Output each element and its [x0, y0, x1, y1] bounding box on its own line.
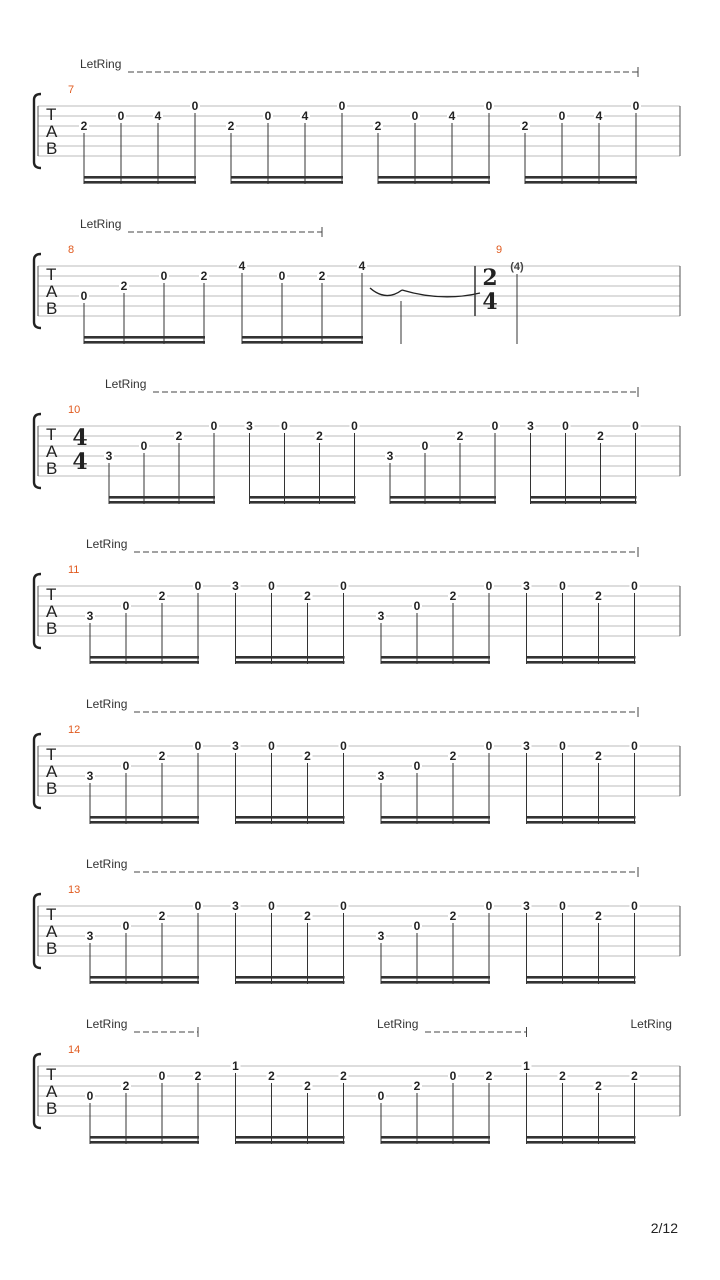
fret-number: 3 — [377, 769, 385, 783]
beam — [90, 1136, 199, 1139]
beam — [527, 1136, 636, 1139]
let-ring-label: LetRing — [86, 857, 128, 871]
fret-number: 3 — [386, 449, 394, 463]
fret-number: 3 — [246, 419, 253, 433]
fret-number: 0 — [421, 439, 429, 453]
fret-number: 2 — [158, 909, 166, 923]
fret-number: 4 — [154, 109, 162, 123]
fret-number: 0 — [210, 419, 218, 433]
time-signature-bottom: 4 — [72, 449, 88, 475]
beam — [90, 821, 199, 824]
tab-clef-letter: B — [46, 139, 58, 158]
tab-clef-letter: B — [46, 939, 58, 958]
beam — [90, 661, 199, 664]
measure-number: 8 — [68, 244, 75, 256]
fret-number: 2 — [175, 429, 183, 443]
fret-number: 0 — [117, 109, 125, 123]
fret-number: 2 — [80, 119, 88, 133]
fret-number: 0 — [631, 899, 638, 913]
tied-fret-number: (4) — [510, 261, 524, 273]
tab-clef-letter: A — [46, 762, 58, 781]
fret-number: 0 — [122, 919, 130, 933]
beam — [381, 981, 490, 984]
beam — [231, 181, 343, 184]
beam — [527, 661, 636, 664]
tab-clef-letter: T — [46, 425, 57, 444]
fret-number: 2 — [158, 749, 166, 763]
beam — [525, 181, 637, 184]
fret-number: 0 — [413, 919, 421, 933]
measure-number: 11 — [68, 564, 80, 576]
fret-number: 2 — [595, 589, 602, 603]
fret-number: 2 — [316, 429, 323, 443]
beam — [242, 341, 363, 344]
fret-number: 0 — [485, 99, 493, 113]
fret-number: 2 — [304, 749, 311, 763]
beam — [381, 816, 490, 819]
beam — [527, 1141, 636, 1144]
fret-number: 3 — [527, 419, 534, 433]
fret-number: 2 — [595, 749, 602, 763]
fret-number: 2 — [194, 1069, 202, 1083]
measure-number: 12 — [68, 724, 81, 736]
fret-number: 0 — [559, 899, 566, 913]
fret-number: 4 — [238, 259, 246, 273]
fret-number: 3 — [86, 769, 94, 783]
tab-clef-letter: T — [46, 745, 57, 764]
beam — [381, 661, 490, 664]
fret-number: 0 — [558, 109, 566, 123]
tab-system — [34, 57, 680, 184]
tab-clef-letter: A — [46, 442, 58, 461]
tab-clef-letter: T — [46, 1065, 57, 1084]
beam — [381, 1136, 490, 1139]
fret-number: 4 — [301, 109, 309, 123]
beam — [525, 176, 637, 179]
measure-number: 13 — [68, 884, 81, 896]
fret-number: 0 — [194, 579, 202, 593]
fret-number: 3 — [105, 449, 113, 463]
page-number: 2/12 — [650, 1220, 678, 1236]
tab-clef-letter: B — [46, 459, 58, 478]
beam — [236, 1136, 345, 1139]
fret-number: 0 — [485, 739, 493, 753]
tab-system — [34, 217, 680, 344]
fret-number: 0 — [411, 109, 419, 123]
beam — [236, 656, 345, 659]
fret-number: 2 — [268, 1069, 275, 1083]
fret-number: 2 — [456, 429, 464, 443]
fret-number: 0 — [377, 1089, 385, 1103]
fret-number: 3 — [523, 899, 530, 913]
fret-number: 3 — [86, 609, 94, 623]
fret-number: 3 — [232, 899, 239, 913]
fret-number: 2 — [521, 119, 529, 133]
fret-number: 0 — [160, 269, 168, 283]
measure-number: 9 — [496, 244, 503, 256]
beam — [90, 816, 199, 819]
fret-number: 3 — [86, 929, 94, 943]
let-ring-label: LetRing — [377, 1017, 419, 1031]
fret-number: 0 — [340, 579, 347, 593]
beam — [90, 976, 199, 979]
tab-clef-letter: A — [46, 1082, 58, 1101]
tab-clef-letter: T — [46, 905, 57, 924]
tab-clef-letter: T — [46, 265, 57, 284]
beam — [236, 981, 345, 984]
beam — [378, 176, 490, 179]
beam — [531, 501, 637, 504]
tab-system — [34, 537, 680, 664]
fret-number: 0 — [559, 579, 566, 593]
tab-clef-letter: T — [46, 105, 57, 124]
measure-number: 14 — [68, 1044, 81, 1056]
tab-clef-letter: B — [46, 1099, 58, 1118]
fret-number: 2 — [631, 1069, 638, 1083]
time-signature-top: 2 — [482, 265, 498, 291]
fret-number: 2 — [318, 269, 326, 283]
tab-system — [34, 697, 680, 824]
tab-clef-letter: A — [46, 282, 58, 301]
fret-number: 0 — [632, 99, 640, 113]
fret-number: 4 — [358, 259, 366, 273]
fret-number: 0 — [158, 1069, 166, 1083]
fret-number: 2 — [304, 589, 311, 603]
fret-number: 0 — [268, 579, 275, 593]
time-signature-bottom: 4 — [482, 289, 498, 315]
fret-number: 0 — [338, 99, 346, 113]
fret-number: 0 — [340, 899, 347, 913]
fret-number: 0 — [194, 739, 202, 753]
fret-number: 0 — [264, 109, 272, 123]
fret-number: 0 — [562, 419, 569, 433]
fret-number: 0 — [80, 289, 88, 303]
measure-number: 7 — [68, 84, 75, 96]
beam — [90, 1141, 199, 1144]
fret-number: 0 — [631, 579, 638, 593]
fret-number: 3 — [232, 739, 239, 753]
fret-number: 2 — [200, 269, 208, 283]
let-ring-label: LetRing — [86, 537, 128, 551]
beam — [390, 496, 496, 499]
let-ring-label: LetRing — [630, 1017, 672, 1031]
fret-number: 0 — [268, 899, 275, 913]
fret-number: 2 — [374, 119, 382, 133]
fret-number: 0 — [268, 739, 275, 753]
beam — [236, 816, 345, 819]
beam — [109, 496, 215, 499]
fret-number: 3 — [523, 739, 530, 753]
fret-number: 1 — [232, 1059, 239, 1073]
let-ring-label: LetRing — [80, 57, 122, 71]
fret-number: 0 — [86, 1089, 94, 1103]
tab-clef-letter: B — [46, 619, 58, 638]
fret-number: 0 — [632, 419, 639, 433]
beam — [527, 976, 636, 979]
fret-number: 2 — [340, 1069, 347, 1083]
fret-number: 2 — [595, 909, 602, 923]
fret-number: 2 — [449, 909, 457, 923]
fret-number: 2 — [227, 119, 235, 133]
fret-number: 2 — [449, 749, 457, 763]
beam — [381, 976, 490, 979]
beam — [527, 981, 636, 984]
fret-number: 3 — [232, 579, 239, 593]
fret-number: 2 — [559, 1069, 566, 1083]
fret-number: 0 — [340, 739, 347, 753]
fret-number: 4 — [595, 109, 603, 123]
beam — [231, 176, 343, 179]
tab-clef-letter: A — [46, 602, 58, 621]
fret-number: 2 — [304, 909, 311, 923]
beam — [236, 821, 345, 824]
fret-number: 0 — [191, 99, 199, 113]
fret-number: 4 — [448, 109, 456, 123]
tie-curve — [370, 288, 402, 296]
beam — [236, 1141, 345, 1144]
beam — [236, 976, 345, 979]
fret-number: 0 — [631, 739, 638, 753]
tab-clef-letter: T — [46, 585, 57, 604]
beam — [527, 821, 636, 824]
fret-number: 2 — [122, 1079, 130, 1093]
fret-number: 0 — [278, 269, 286, 283]
fret-number: 2 — [595, 1079, 602, 1093]
beam — [90, 656, 199, 659]
fret-number: 1 — [523, 1059, 530, 1073]
time-signature-top: 4 — [72, 425, 88, 451]
tab-system — [34, 857, 680, 984]
fret-number: 2 — [413, 1079, 421, 1093]
tab-clef-letter: B — [46, 299, 58, 318]
fret-number: 0 — [449, 1069, 457, 1083]
beam — [527, 656, 636, 659]
beam — [390, 501, 496, 504]
fret-number: 0 — [140, 439, 148, 453]
fret-number: 0 — [485, 579, 493, 593]
fret-number: 3 — [377, 929, 385, 943]
fret-number: 2 — [485, 1069, 493, 1083]
measure-number: 10 — [68, 404, 81, 416]
fret-number: 0 — [413, 599, 421, 613]
fret-number: 0 — [122, 599, 130, 613]
fret-number: 0 — [194, 899, 202, 913]
beam — [84, 181, 196, 184]
beam — [250, 501, 356, 504]
fret-number: 2 — [120, 279, 128, 293]
fret-number: 0 — [351, 419, 358, 433]
tab-clef-letter: A — [46, 922, 58, 941]
let-ring-label: LetRing — [105, 377, 147, 391]
fret-number: 2 — [304, 1079, 311, 1093]
beam — [381, 656, 490, 659]
beam — [84, 336, 205, 339]
beam — [381, 821, 490, 824]
beam — [250, 496, 356, 499]
beam — [242, 336, 363, 339]
beam — [378, 181, 490, 184]
beam — [90, 981, 199, 984]
beam — [531, 496, 637, 499]
beam — [527, 816, 636, 819]
tab-clef-letter: B — [46, 779, 58, 798]
fret-number: 0 — [559, 739, 566, 753]
fret-number: 0 — [413, 759, 421, 773]
fret-number: 2 — [597, 429, 604, 443]
fret-number: 0 — [281, 419, 288, 433]
fret-number: 0 — [485, 899, 493, 913]
fret-number: 2 — [449, 589, 457, 603]
let-ring-label: LetRing — [86, 697, 128, 711]
let-ring-label: LetRing — [80, 217, 122, 231]
beam — [84, 176, 196, 179]
beam — [236, 661, 345, 664]
fret-number: 0 — [491, 419, 499, 433]
beam — [381, 1141, 490, 1144]
fret-number: 3 — [523, 579, 530, 593]
beam — [109, 501, 215, 504]
beam — [84, 341, 205, 344]
fret-number: 3 — [377, 609, 385, 623]
let-ring-label: LetRing — [86, 1017, 128, 1031]
tab-system — [34, 377, 680, 504]
fret-number: 0 — [122, 759, 130, 773]
fret-number: 2 — [158, 589, 166, 603]
tab-system — [34, 1017, 680, 1144]
tab-clef-letter: A — [46, 122, 58, 141]
